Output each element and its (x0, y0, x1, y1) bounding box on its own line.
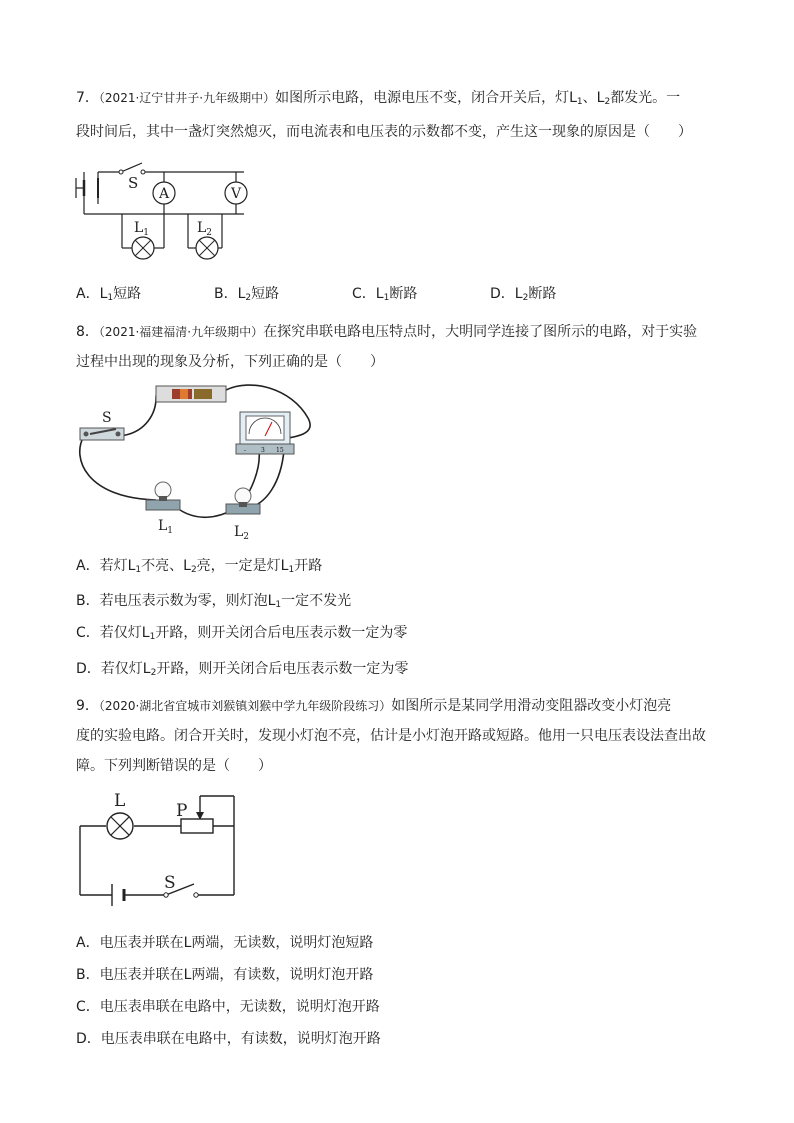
q9-option-d[interactable] (76, 1029, 381, 1049)
option-text: 若电压表示数为零，则灯泡 (99, 593, 268, 609)
q7-stem-line-1 (76, 88, 680, 112)
option-letter: C． (76, 999, 100, 1015)
q9-stem-line-2: 度的实验电路。闭合开关时，发现小灯泡不亮，估计是小灯泡开路或短路。他用一只电压表设法查出故 (76, 728, 706, 744)
lamp-symbol: L (141, 625, 150, 641)
option-letter: C． (76, 625, 100, 641)
subscript: 2 (522, 293, 529, 303)
battery-pack (156, 386, 226, 402)
subscript: 1 (275, 600, 282, 610)
subscript: 1 (288, 565, 295, 575)
bulb-l1 (146, 482, 180, 510)
subscript: 1 (107, 293, 114, 303)
option-letter: B． (76, 593, 100, 609)
q8-option-c[interactable] (76, 623, 407, 647)
lamp-l2-symbol (196, 237, 218, 259)
q7-option-c[interactable] (352, 284, 417, 308)
q9-stem-text: 如图所示是某同学用滑动变阻器改变小灯泡亮 (391, 698, 672, 714)
subscript: 2 (150, 668, 157, 678)
knife-switch (80, 428, 124, 440)
option-letter: D． (76, 661, 101, 677)
q8-number: 8． (76, 324, 99, 340)
lamp-symbol: L (127, 558, 136, 574)
q7-circuit-diagram (76, 158, 256, 268)
subscript: 1 (383, 293, 390, 303)
voltmeter-device (236, 412, 294, 454)
q9-stem-line-3: 障。下列判断错误的是（ ） (76, 758, 272, 774)
option-text: 一定不发光 (281, 593, 352, 609)
subscript: 1 (576, 97, 583, 107)
subscript: 1 (149, 632, 156, 642)
q9-option-a[interactable] (76, 933, 373, 953)
q8-apparatus-figure (76, 378, 316, 543)
q8-source: （2021·福建福清·九年级期中） (98, 325, 264, 339)
q8-option-b[interactable] (76, 591, 351, 615)
subscript: 2 (190, 565, 197, 575)
option-letter: D． (490, 286, 515, 302)
option-letter: A． (76, 935, 100, 951)
option-letter: B． (214, 286, 238, 302)
option-letter: A． (76, 558, 100, 574)
voltmeter-label: V (230, 186, 242, 202)
option-text: 电压表并联在L两端，无读数，说明灯泡短路 (99, 935, 374, 951)
option-text: 亮，一定是灯 (196, 558, 281, 574)
option-text: 电压表并联在L两端，有读数，说明灯泡开路 (99, 967, 374, 983)
option-text: 短路 (251, 286, 280, 302)
option-text: 开路，则开关闭合后电压表示数一定为零 (156, 661, 409, 677)
q7-stem-text: 都发光。一 (610, 90, 681, 106)
q9-circuit-diagram (76, 790, 246, 920)
lamp-symbol-l (107, 813, 133, 839)
scale-mark: 15 (276, 447, 284, 454)
option-text: 电压表串联在电路中，有读数，说明灯泡开路 (100, 1031, 381, 1047)
slider-label: P (176, 801, 188, 821)
q8-option-d[interactable] (76, 659, 408, 683)
rheostat-symbol (181, 819, 213, 833)
option-letter: A． (76, 286, 100, 302)
q7-option-d[interactable] (490, 284, 556, 308)
lamp-l1-label: $L_1$ (134, 220, 150, 238)
q7-option-b[interactable] (214, 284, 279, 308)
lamp-symbol: L (237, 286, 246, 302)
switch-label: S (128, 174, 139, 192)
lamp-symbol: L (596, 90, 605, 106)
scale-mark: - (244, 447, 247, 454)
q9-number: 9． (76, 698, 99, 714)
option-text: 开路，则开关闭合后电压表示数一定为零 (155, 625, 408, 641)
lamp-symbol: L (142, 661, 151, 677)
q8-stem-line-2: 过程中出现的现象及分析，下列正确的是（ ） (76, 354, 384, 370)
lamp-l2-label: $L_2$ (234, 524, 250, 542)
option-text: 电压表串联在电路中，无读数，说明灯泡开路 (99, 999, 380, 1015)
subscript: 2 (604, 97, 611, 107)
option-letter: B． (76, 967, 100, 983)
lamp-symbol: L (375, 286, 384, 302)
lamp-symbol: L (569, 90, 577, 106)
ammeter-label: A (158, 186, 170, 202)
q9-option-b[interactable] (76, 965, 373, 985)
option-text: 短路 (113, 286, 142, 302)
scale-mark: 3 (261, 447, 265, 454)
ammeter-symbol (153, 182, 175, 204)
voltmeter-symbol (225, 182, 247, 204)
q7-source: （2021·辽宁甘井子·九年级期中） (98, 91, 276, 105)
lamp-l2-label: $L_2$ (197, 220, 213, 238)
q7-stem-text: 如图所示电路，电源电压不变，闭合开关后，灯 (275, 90, 570, 106)
lamp-symbol: L (267, 593, 276, 609)
option-text: 断路 (528, 286, 557, 302)
q8-stem-text: 在探究串联电路电压特点时，大明同学连接了图所示的电路，对于实验 (263, 324, 698, 340)
q9-source: （2020·湖北省宜城市刘猴镇刘猴中学九年级阶段练习） (98, 699, 392, 713)
option-text: 不亮、 (141, 558, 184, 574)
bulb-l2 (226, 488, 260, 514)
option-letter: C． (352, 286, 376, 302)
option-text: 断路 (389, 286, 418, 302)
q9-option-c[interactable] (76, 997, 380, 1017)
lamp-symbol: L (280, 558, 289, 574)
subscript: 2 (245, 293, 252, 303)
separator: 、 (582, 90, 597, 106)
q9-stem-line-1 (76, 696, 671, 716)
lamp-symbol: L (514, 286, 523, 302)
q8-stem-line-1 (76, 322, 697, 342)
option-text: 若仅灯 (100, 661, 143, 677)
option-text: 若灯 (99, 558, 128, 574)
option-letter: D． (76, 1031, 101, 1047)
lamp-l1-symbol (132, 237, 154, 259)
lamp-symbol: L (99, 286, 108, 302)
subscript: 1 (135, 565, 142, 575)
switch-label: S (164, 873, 176, 893)
q7-number: 7． (76, 90, 99, 106)
option-text: 若仅灯 (99, 625, 142, 641)
q7-option-a[interactable] (76, 284, 141, 308)
q8-option-a[interactable] (76, 556, 322, 580)
switch-label: S (102, 410, 112, 426)
q7-stem-line-2: 段时间后，其中一盏灯突然熄灭，而电流表和电压表的示数都不变，产生这一现象的原因是（ ） (76, 124, 692, 140)
lamp-symbol: L (183, 558, 191, 574)
lamp-l1-label: $L_1$ (158, 518, 174, 536)
option-text: 开路 (294, 558, 323, 574)
lamp-label: L (114, 791, 126, 811)
